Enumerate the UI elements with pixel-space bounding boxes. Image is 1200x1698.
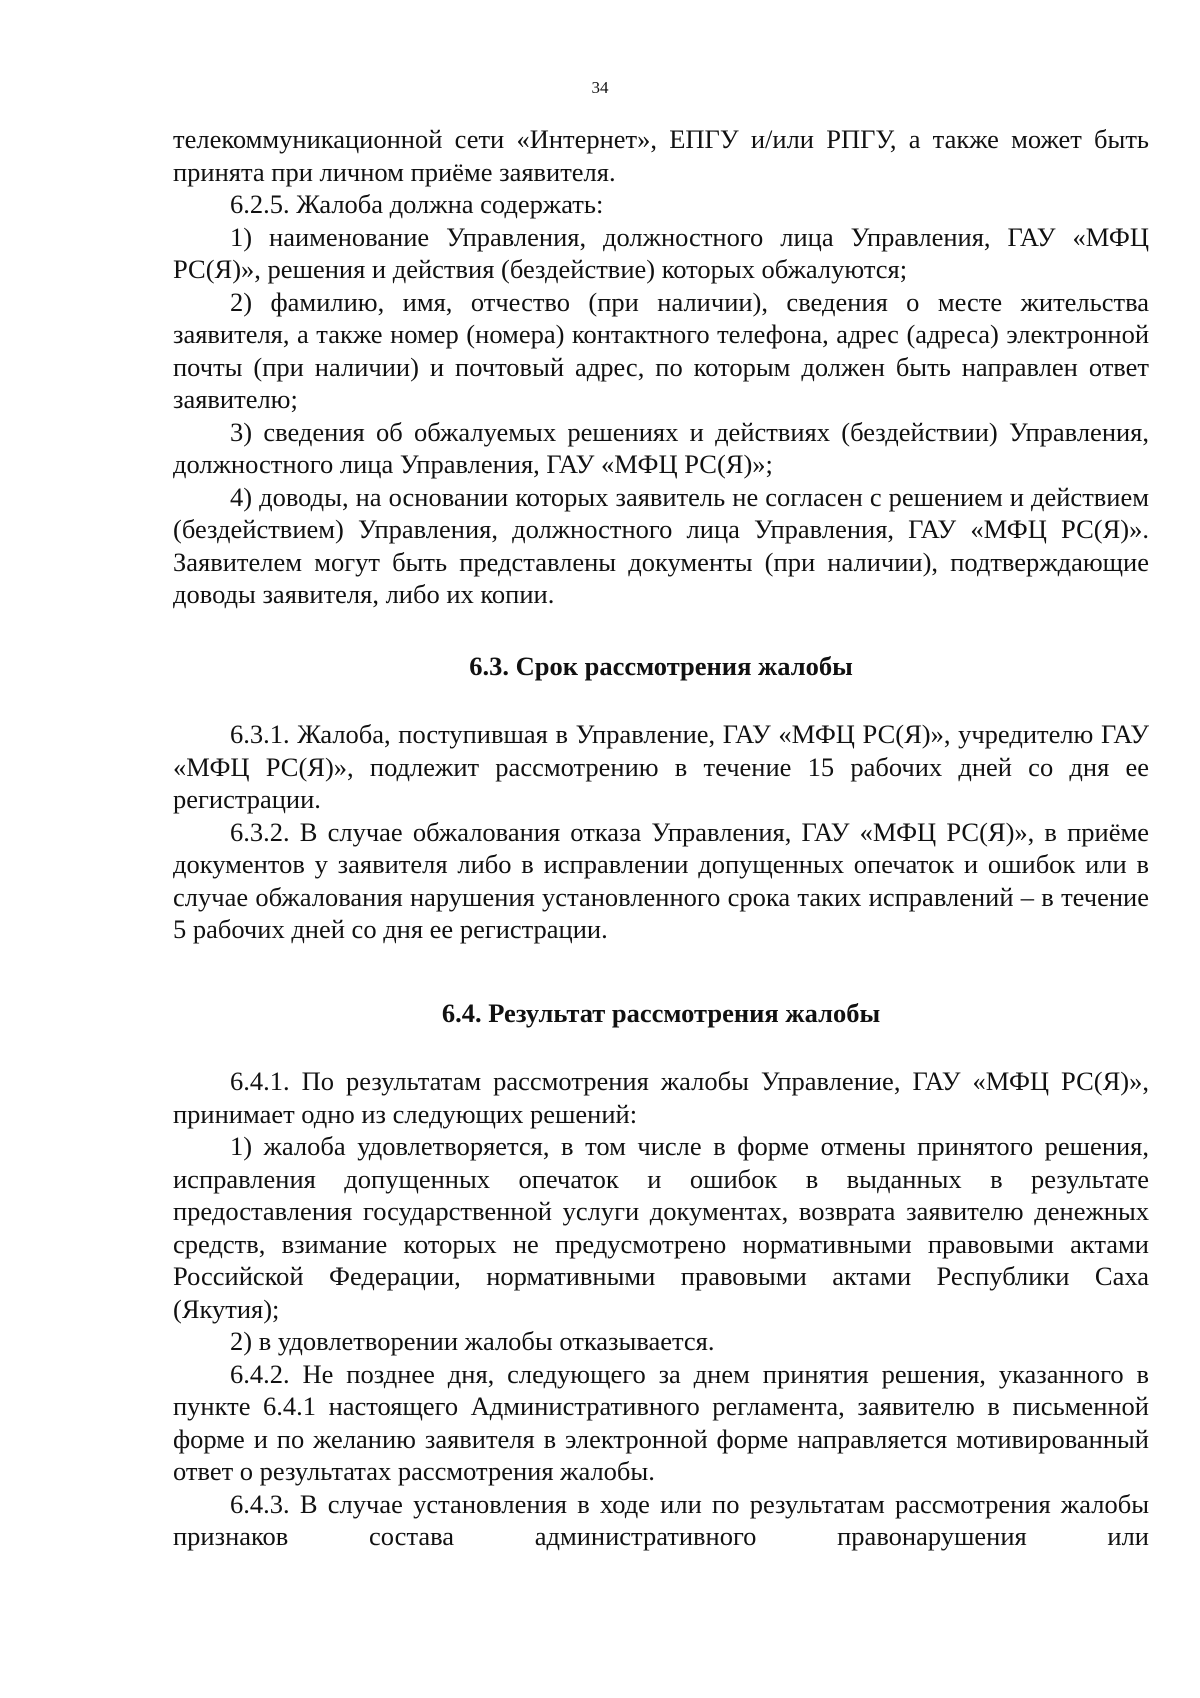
page-number: 34: [591, 78, 609, 97]
list-item: 1) жалоба удовлетворяется, в том числе в форме отмены принятого решения, исправления допущенных опечаток и ошибок в выданных в результате предоставления государственной услуги документах, возврата заявителю денежных средств, взимание которых не предусмотрено нормативными правовыми актами Российской Федерации, нормативными правовыми актами Республики Саха (Якутия);: [173, 1131, 1149, 1324]
paragraph: 6.3.1. Жалоба, поступившая в Управление, ГАУ «МФЦ РС(Я)», учредителю ГАУ «МФЦ РС(Я)», подлежит рассмотрению в течение 15 рабочих дней со дня ее регистрации.: [173, 719, 1149, 814]
list-item: 4) доводы, на основании которых заявитель не согласен с решением и действием (бездействием) Управления, должностного лица Управления, ГАУ «МФЦ РС(Я)». Заявителем могут быть представлены документы (при наличии), подтверждающие доводы заявителя, либо их копии.: [173, 481, 1149, 609]
list-item: 2) фамилию, имя, отчество (при наличии), сведения о месте жительства заявителя, а также номер (номера) контактного телефона, адрес (адреса) электронной почты (при наличии) и почтовый адрес, по которым должен быть направлен ответ заявителю;: [173, 286, 1149, 414]
list-item: 2) в удовлетворении жалобы отказывается.: [230, 1326, 715, 1356]
list-item: 3) сведения об обжалуемых решениях и действиях (бездействии) Управления, должностного лица Управления, ГАУ «МФЦ РС(Я)»;: [173, 416, 1149, 479]
paragraph: 6.4.2. Не позднее дня, следующего за днем принятия решения, указанного в пункте 6.4.1 настоящего Административного регламента, заявителю в письменной форме и по желанию заявителя в электронной форме направляется мотивированный ответ о результатах рассмотрения жалобы.: [173, 1358, 1149, 1486]
paragraph: 6.4.3. В случае установления в ходе или по результатам рассмотрения жалобы признаков состава административного правонарушения или: [173, 1488, 1149, 1551]
paragraph: 6.2.5. Жалоба должна содержать:: [230, 189, 604, 219]
paragraph: телекоммуникационной сети «Интернет», ЕПГУ и/или РПГУ, а также может быть принята при личном приёме заявителя.: [173, 124, 1149, 187]
paragraph: 6.3.2. В случае обжалования отказа Управления, ГАУ «МФЦ РС(Я)», в приёме документов у заявителя либо в исправлении допущенных опечаток и ошибок или в случае обжалования нарушения установленного срока таких исправлений – в течение 5 рабочих дней со дня ее регистрации.: [173, 816, 1149, 944]
section-heading-6-3: 6.3. Срок рассмотрения жалобы: [469, 651, 853, 681]
text-section-complaint-contents: [173, 123, 1149, 611]
text-section-review-result: [173, 1065, 1149, 1553]
paragraph: 6.4.1. По результатам рассмотрения жалобы Управление, ГАУ «МФЦ РС(Я)», принимает одно из следующих решений:: [173, 1066, 1149, 1129]
section-heading-6-4: 6.4. Результат рассмотрения жалобы: [441, 998, 881, 1028]
text-section-review-period: [173, 718, 1149, 946]
list-item: 1) наименование Управления, должностного лица Управления, ГАУ «МФЦ РС(Я)», решения и действия (бездействие) которых обжалуются;: [173, 221, 1149, 284]
